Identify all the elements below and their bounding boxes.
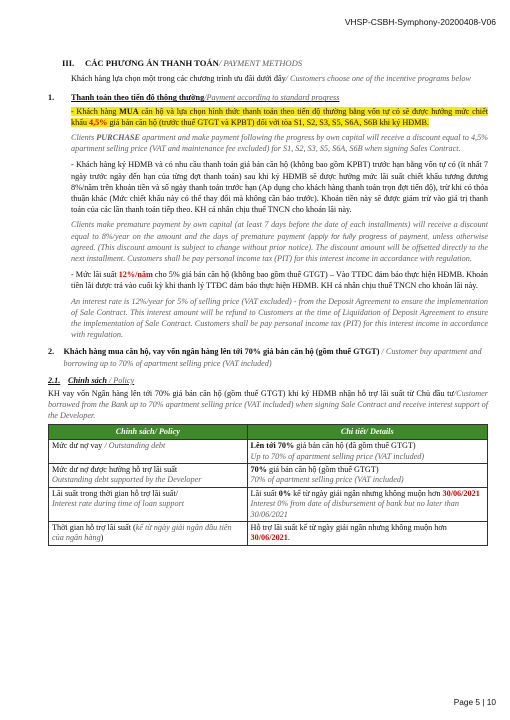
item-1-paragraph-2: - Khách hàng ký HĐMB và có nhu cầu thanh toán giá bán căn hộ (không bao gồm KPBT) trước hạn bằng vốn tự có (ít nhất 7 ngày trước ngày đến hạn của từng đợt thanh toán) sau khi ký HĐMB sẽ được hưởng mức lãi suất chiết khấu tương đương 8%/năm trên khoản tiền và số ngày thanh toán trước hạn (Ap dụng cho khách hàng thanh toán trọn đợt tiến độ), trừ khi có thỏa thuận khác (Mức chiết khấu này có thể thay đổi mà không cần báo trước). Khoản tiền này sẽ được giảm trừ vào giá trị thanh toán của các lần thanh toán tiếp theo. KH cá nhân chịu thuế TNCN cho khoản lãi này. bbox=[71, 160, 488, 215]
table-header-policy: Chính sách/ Policy bbox=[49, 424, 248, 439]
section-title-en: / PAYMENT METHODS bbox=[218, 58, 303, 68]
support-end-date: 30/06/2021 bbox=[250, 533, 288, 543]
subsection-2-1-heading: 2.1. Chính sách / Policy bbox=[48, 375, 135, 385]
section-heading bbox=[48, 58, 488, 69]
item-1-paragraph-1-en: Clients PURCHASE apartment and make payment following the progress by own capital will receive a discount equal to 4,5% apartment selling price (VAT and maintenance fee excluded) for S1, S2, S3, S5, S6A, S6B when signing Sales Contract. bbox=[71, 133, 489, 154]
table-header-details: Chi tiết/ Details bbox=[247, 424, 487, 439]
policy-table bbox=[48, 424, 488, 546]
section-number: III. bbox=[62, 58, 75, 68]
discount-percent: 4,5% bbox=[88, 117, 108, 127]
table-row: Lãi suất trong thời gian hỗ trợ lãi suất/ Interest rate during time of loan support Lãi suất 0% kể từ ngày giải ngân nhưng không muộn hơn 30/06/2021 Interest 0% from date of disbursement of bank but no later than 30/06/2021 bbox=[49, 487, 488, 521]
section-title: CÁC PHƯƠNG ÁN THANH TOÁN bbox=[85, 58, 219, 68]
document-code: VHSP-CSBH-Symphony-20200408-V06 bbox=[344, 17, 496, 27]
item-1-paragraph-3: - Mức lãi suất 12%/năm cho 5% giá bán căn hộ (không bao gồm thuế GTGT) – Vào TTĐC đảm bảo thực hiện HĐMB. Khoản tiền lãi được trả vào cuối kỳ khi thanh lý TTĐC đảm bảo thực hiện HĐMB. KH cá nhân chịu thuế TNCN cho khoản lãi này. bbox=[71, 270, 489, 291]
item-1-heading: 1. Thanh toán theo tiến độ thông thường/Payment according to standard progress bbox=[48, 93, 340, 103]
item-1-title: Thanh toán theo tiến độ thông thường bbox=[71, 93, 205, 103]
table-row: Mức dư nợ vay / Outstanding debt Lên tới 70% giá bán căn hộ (đã gồm thuế GTGT) Up to 70% of apartment selling price (VAT included) bbox=[49, 440, 488, 464]
subsection-2-1-text: KH vay vốn Ngân hàng lên tới 70% giá bán căn hộ (gồm thuế GTGT) khi ký HĐMB nhận hỗ trợ lãi suất từ Chủ đầu tư/Customer borrowed from the Bank up to 70% apartment selling price (VAT included) when signing Sale Contract and receive interest support of the Developer. bbox=[48, 389, 488, 421]
interest-rate: 12%/năm bbox=[118, 270, 153, 280]
table-header-row bbox=[49, 424, 488, 439]
item-2-heading: 2. Khách hàng mua căn hộ, vay vốn ngân hàng lên tới 70% giá bán căn hộ (gồm thuế GTGT) / Customer buy apartment and borrowing up to 70% of apartment selling price (VAT included) bbox=[48, 347, 482, 368]
page-content bbox=[48, 34, 488, 546]
support-end-date: 30/06/2021 bbox=[442, 488, 480, 498]
item-1-paragraph-2-en: Clients make premature payment by own capital (at least 7 days before the date of each installments) will receive a discount equal to 8%/year on the amount and the days of premature payment (apply for fully progress of payment, unless otherwise agreed. (This discount amount is subject to change without prior notice). The discount amount will be offsetted directly to the next installment. Customers shall be pay personal income tax (PIT) for this interest income in accordance with regulation. bbox=[71, 220, 488, 264]
section-intro: Khách hàng lựa chọn một trong các chương trình ưu đãi dưới đây/ Customers choose one of the incentive programs below bbox=[71, 74, 471, 84]
table-row: Thời gian hỗ trợ lãi suất (kể từ ngày giải ngân đầu tiên của ngân hàng) Hỗ trợ lãi suất kể từ ngày giải ngân nhưng không muộn hơn 30/06/2021. bbox=[49, 521, 488, 545]
item-2-title: Khách hàng mua căn hộ, vay vốn ngân hàng lên tới 70% giá bán căn hộ (gồm thuế GTGT) bbox=[63, 347, 380, 357]
item-1-paragraph-1: - Khách hàng MUA căn hộ và lựa chọn hình thức thanh toán theo tiến độ thường bằng vốn tự có sẽ được hưởng mức chiết khấu 4,5% giá bán căn hộ (trước thuế GTGT và KPBT) đối với tòa S1, S2, S3, S5, S6A, S6B khi ký HĐMB. bbox=[71, 106, 488, 127]
page-number: Page 5 | 10 bbox=[453, 697, 496, 707]
item-1-paragraph-3-en: An interest rate is 12%/year for 5% of selling price (VAT excluded) - from the Deposit Agreement to ensure the implementation of Sale Contract. This interest amount will be refund to Customers at the time of Liquidation of Deposit Agreement to ensure the implementation of Sale Contract. Customers shall be pay personal income tax (PIT) for this interest income in accordance with regulation. bbox=[71, 296, 488, 340]
table-row: Mức dư nợ được hưởng hỗ trợ lãi suất Outstanding debt supported by the Developer 70% giá bán căn hộ (gồm thuế GTGT) 70% of apartment selling price (VAT included) bbox=[49, 463, 488, 487]
